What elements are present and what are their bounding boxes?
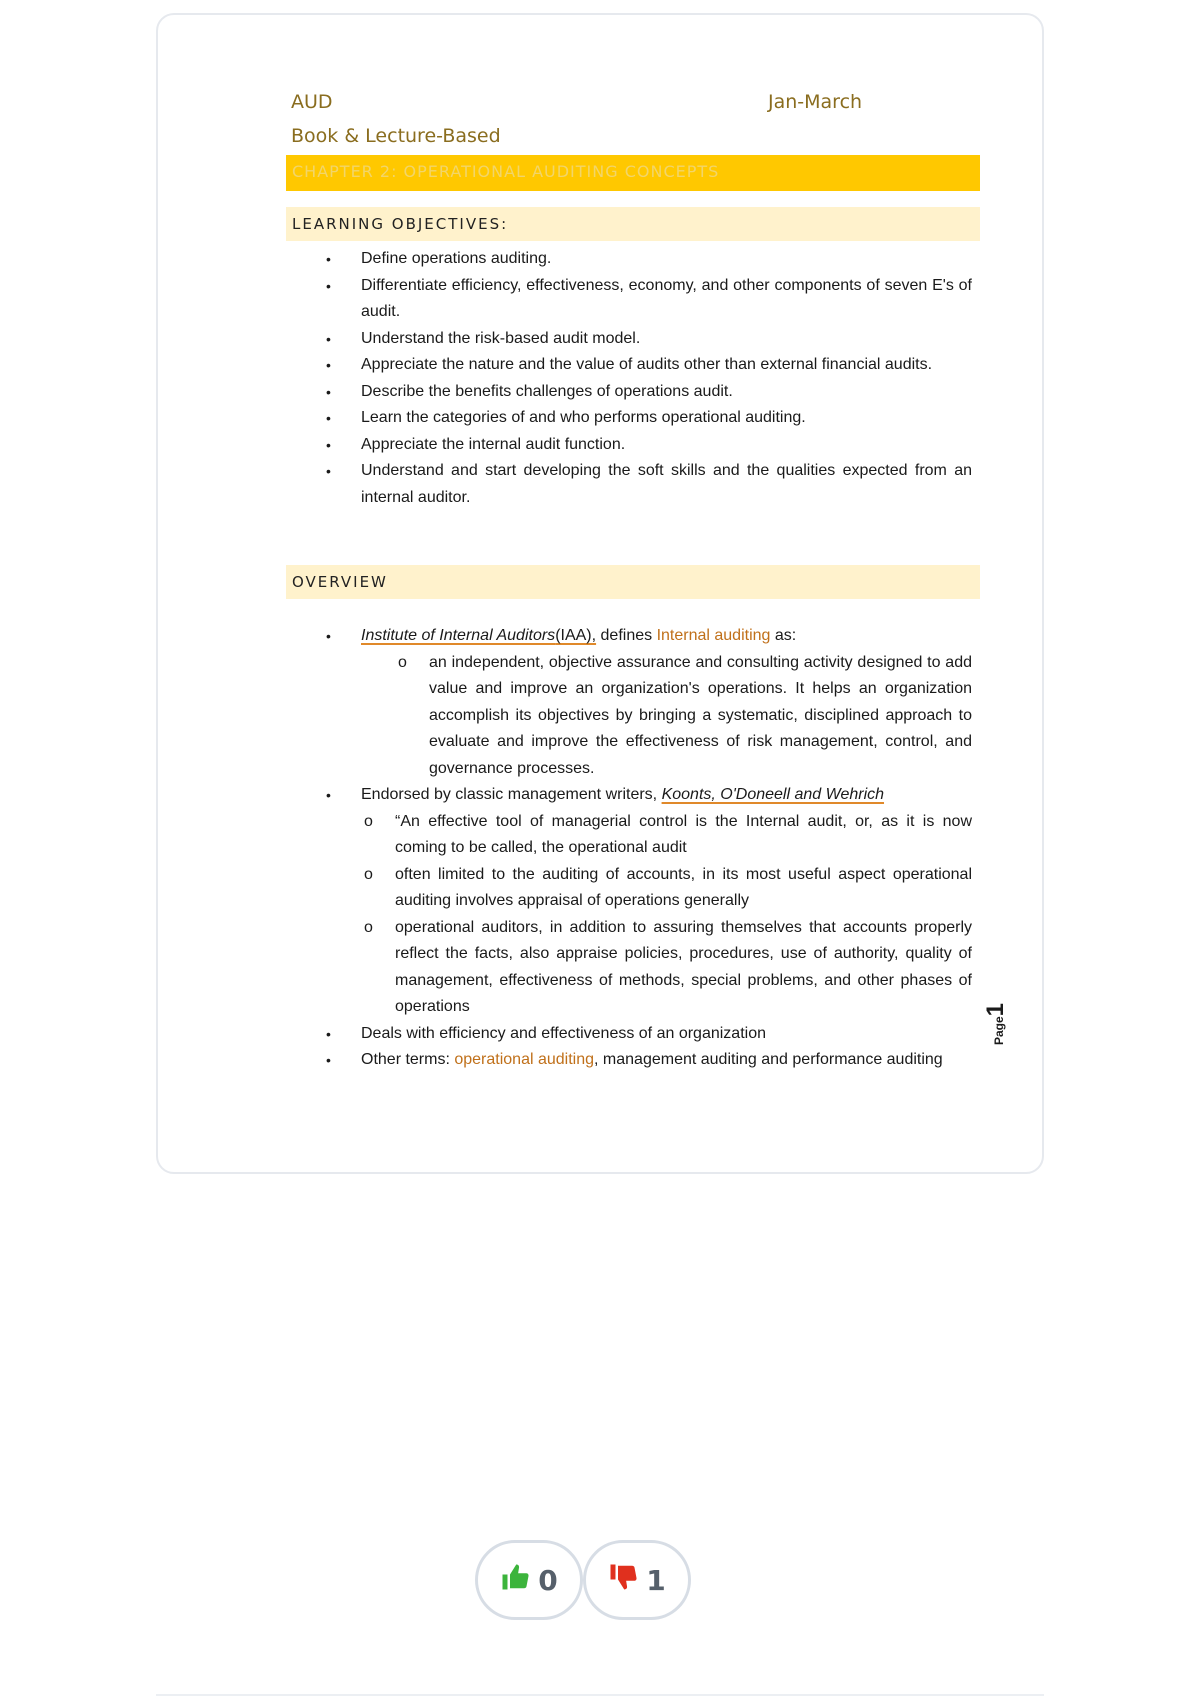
learning-objectives-list [288,246,978,511]
list-item: • Describe the benefits challenges of operations audit. [288,379,978,406]
list-item: • Learn the categories of and who performs operational auditing. [288,405,978,432]
header-subtitle: Book & Lecture-Based [291,125,501,147]
downvote-button[interactable] [583,1540,691,1620]
list-item: • Deals with efficiency and effectiveness of an organization [288,1021,978,1048]
learning-objectives-heading: LEARNING OBJECTIVES: [286,207,980,241]
iia-link[interactable]: Institute of Internal Auditors [361,627,556,644]
list-item: o an independent, objective assurance and consulting activity designed to add value and improve an organization's operations. It helps an organization accomplish its objectives by bringing a systematic, disciplined approach to evaluate and improve the effectiveness of risk management, control, and governance processes. [288,650,978,783]
page-number: Page1 [982,1002,1009,1045]
list-item: • Other terms: operational auditing, management auditing and performance auditing [288,1047,978,1074]
iia-abbr: (IAA), [555,627,597,644]
list-item: • Differentiate efficiency, effectiveness, economy, and other components of seven E's of audit. [288,273,978,326]
document-page-card [156,13,1044,1174]
bullet-icon: • [326,410,331,426]
list-item: o often limited to the auditing of accounts, in its most useful aspect operational auditing involves appraisal of operations generally [288,862,978,915]
bullet-icon: • [326,251,331,267]
internal-auditing-term: Internal auditing [656,627,771,644]
header-subject: AUD [291,91,333,113]
bullet-icon: • [326,436,331,453]
thumbs-up-icon [500,1562,530,1599]
bullet-icon: • [326,628,331,644]
list-item: o “An effective tool of managerial control is the Internal audit, or, as it is now coming to be called, the operational audit [288,809,978,862]
downvote-count: 1 [646,1563,666,1597]
upvote-count: 0 [538,1563,558,1597]
bullet-icon: • [326,357,331,373]
list-item: • Appreciate the internal audit function. [288,432,978,459]
thumbs-down-icon [608,1562,638,1599]
list-item: • Understand and start developing the soft skills and the qualities expected from an internal auditor. [288,458,978,511]
document-page [288,15,1009,1176]
circle-bullet-icon: o [364,812,373,830]
bullet-icon: • [326,330,331,347]
header-period: Jan-March [768,91,863,113]
bullet-icon: • [326,1052,331,1068]
bullet-icon: • [326,463,331,479]
chapter-title: CHAPTER 2: OPERATIONAL AUDITING CONCEPTS [286,155,980,191]
list-item: • Appreciate the nature and the value of audits other than external financial audits. [288,352,978,379]
list-item: • Understand the risk-based audit model. [288,326,978,353]
circle-bullet-icon: o [398,653,407,671]
authors-link[interactable]: Koonts, O'Doneell and Wehrich [661,786,885,803]
circle-bullet-icon: o [364,918,373,936]
bullet-icon: • [326,787,331,803]
list-item: • Endorsed by classic management writers, Koonts, O'Doneell and Wehrich [288,782,978,809]
list-item: • Institute of Internal Auditors(IAA), defines Internal auditing as: [288,623,978,650]
vote-controls [475,1540,705,1622]
bullet-icon: • [326,277,331,294]
overview-list [288,623,978,1074]
overview-heading: OVERVIEW [286,565,980,599]
upvote-button[interactable] [475,1540,583,1620]
divider [156,1694,1044,1696]
operational-auditing-term: operational auditing [454,1051,595,1068]
circle-bullet-icon: o [364,865,373,883]
list-item: o operational auditors, in addition to assuring themselves that accounts properly reflect the facts, also appraise policies, procedures, use of authority, quality of management, effectiveness of methods, special problems, and other phases of operations [288,915,978,1021]
list-item: • Define operations auditing. [288,246,978,273]
bullet-icon: • [326,1025,331,1042]
bullet-icon: • [326,383,331,400]
